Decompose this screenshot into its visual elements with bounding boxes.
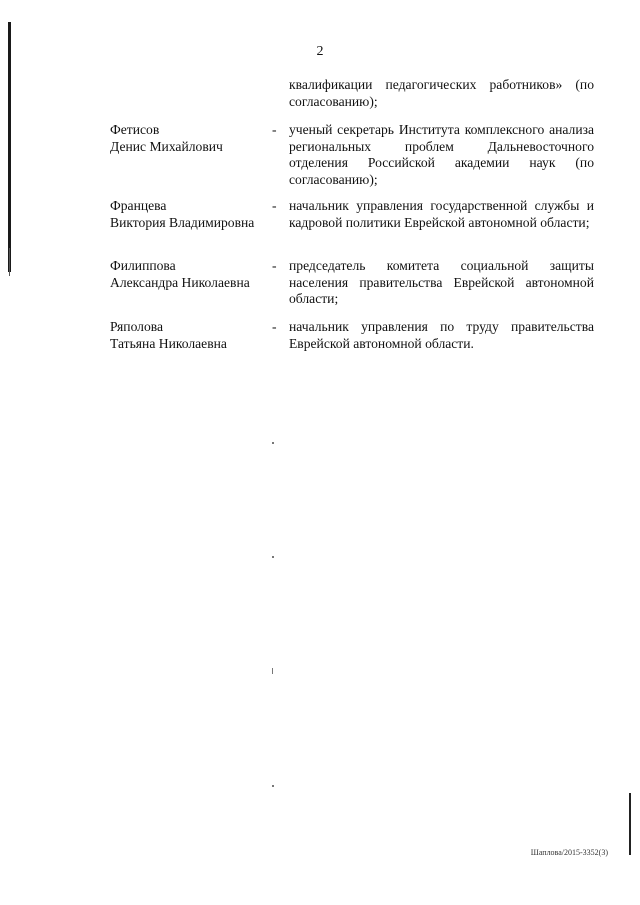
continuation-text: квалификации педагогических работников» (по согласованию); bbox=[289, 77, 594, 109]
member-dash: - bbox=[272, 122, 277, 137]
scan-speck bbox=[272, 785, 274, 787]
member-dash: - bbox=[272, 319, 277, 334]
member-dash: - bbox=[272, 258, 277, 273]
member-surname: Фетисов bbox=[110, 122, 160, 137]
scan-speck bbox=[272, 556, 274, 558]
member-given-names: Денис Михайлович bbox=[110, 138, 223, 154]
document-reference-code: Шаплова/2015-3352(3) bbox=[530, 848, 608, 857]
scan-speck bbox=[272, 442, 274, 444]
member-description: начальник управления по труду правительства Еврейской автономной области. bbox=[289, 319, 594, 351]
member-given-names: Виктория Владимировна bbox=[110, 214, 255, 230]
scan-edge-mark bbox=[9, 248, 10, 276]
member-given-names: Татьяна Николаевна bbox=[110, 335, 227, 351]
member-name bbox=[110, 198, 275, 231]
member-dash: - bbox=[272, 198, 277, 213]
member-given-names: Александра Николаевна bbox=[110, 274, 250, 290]
member-surname: Францева bbox=[110, 198, 167, 213]
scan-speck bbox=[272, 668, 273, 674]
member-surname: Ряполова bbox=[110, 319, 164, 334]
member-name bbox=[110, 319, 275, 352]
member-name bbox=[110, 122, 275, 155]
member-description: начальник управления государственной службы и кадровой политики Еврейской автономной области; bbox=[289, 198, 594, 230]
page-number: 2 bbox=[316, 44, 324, 59]
member-surname: Филиппова bbox=[110, 258, 176, 273]
member-description: председатель комитета социальной защиты населения правительства Еврейской автономной области; bbox=[289, 258, 594, 306]
scan-edge-mark bbox=[629, 793, 631, 855]
member-name bbox=[110, 258, 275, 291]
member-description: ученый секретарь Института комплексного анализа региональных проблем Дальневосточного отделения Российской академии наук (по согласованию); bbox=[289, 122, 594, 187]
